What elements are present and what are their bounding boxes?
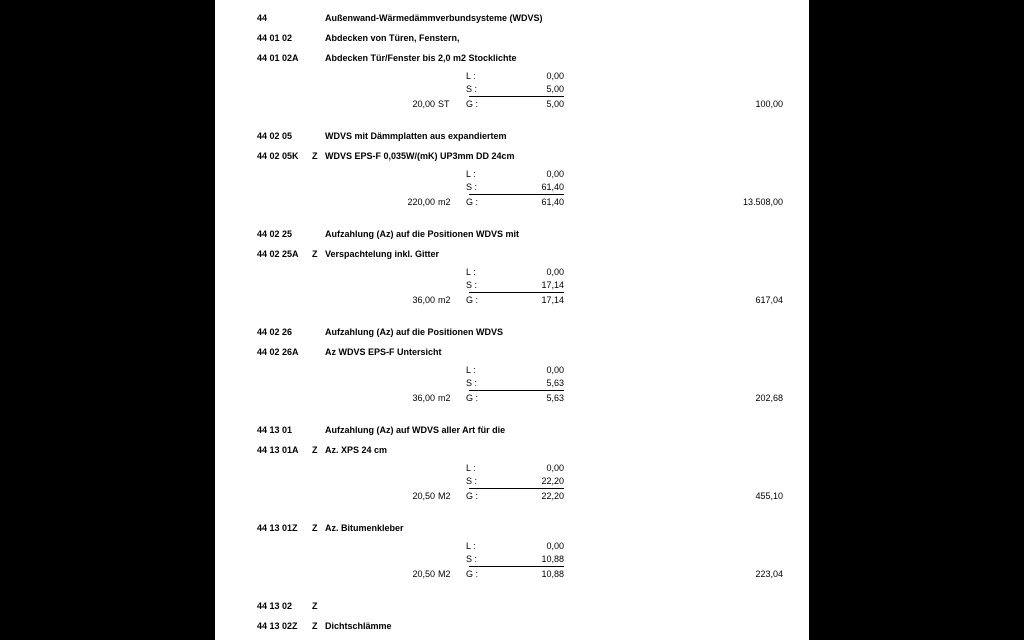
g-label: G : [466,197,479,207]
sum-rule [469,194,564,195]
unit: ST [438,99,450,109]
l-value: 0,00 [546,267,564,277]
l-value: 0,00 [546,463,564,473]
position-title: Abdecken Tür/Fenster bis 2,0 m2 Stocklichte [325,53,517,63]
s-value: 10,88 [541,554,564,564]
position-code: 44 02 05 [257,131,293,141]
position-code: 44 [257,13,268,23]
s-value: 5,00 [546,84,564,94]
l-value: 0,00 [546,541,564,551]
l-label: L : [466,267,476,277]
line-total: 617,04 [755,295,783,305]
position-code: 44 02 05K [257,151,299,161]
position-z-flag: Z [312,445,318,455]
l-value: 0,00 [546,71,564,81]
g-value: 5,63 [546,393,564,403]
sum-rule [469,96,564,97]
unit: M2 [438,491,451,501]
position-z-flag: Z [312,249,318,259]
unit: m2 [438,295,451,305]
unit: m2 [438,197,451,207]
line-total: 455,10 [755,491,783,501]
position-code: 44 13 02Z [257,621,298,631]
l-label: L : [466,365,476,375]
position-title: Verspachtelung inkl. Gitter [325,249,440,259]
s-label: S : [466,476,478,486]
g-value: 22,20 [541,491,564,501]
quantity: 36,00 [412,393,435,403]
s-label: S : [466,84,478,94]
position-code: 44 13 01Z [257,523,298,533]
quantity: 36,00 [412,295,435,305]
position-code: 44 02 25A [257,249,299,259]
l-value: 0,00 [546,169,564,179]
g-label: G : [466,99,479,109]
s-label: S : [466,554,478,564]
l-label: L : [466,541,476,551]
s-label: S : [466,378,478,388]
quantity: 20,50 [412,491,435,501]
sum-rule [469,488,564,489]
position-z-flag: Z [312,621,318,631]
position-title: Az WDVS EPS-F Untersicht [325,347,442,357]
l-label: L : [466,71,476,81]
position-title: Dichtschlämme [325,621,392,631]
position-code: 44 13 01A [257,445,299,455]
sum-rule [469,566,564,567]
document-page [215,0,809,640]
s-label: S : [466,280,478,290]
l-value: 0,00 [546,365,564,375]
s-value: 5,63 [546,378,564,388]
g-label: G : [466,393,479,403]
position-code: 44 02 25 [257,229,293,239]
position-code: 44 01 02 [257,33,293,43]
s-value: 17,14 [541,280,564,290]
g-label: G : [466,491,479,501]
s-value: 22,20 [541,476,564,486]
position-z-flag: Z [312,151,318,161]
unit: M2 [438,569,451,579]
position-code: 44 02 26A [257,347,299,357]
line-total: 202,68 [755,393,783,403]
position-z-flag: Z [312,601,318,611]
unit: m2 [438,393,451,403]
l-label: L : [466,463,476,473]
line-total: 13.508,00 [742,197,783,207]
position-code: 44 02 26 [257,327,293,337]
g-value: 61,40 [541,197,564,207]
position-title: Aufzahlung (Az) auf WDVS aller Art für die [325,425,506,435]
position-title: Außenwand-Wärmedämmverbundsysteme (WDVS) [325,13,543,23]
quantity: 220,00 [407,197,435,207]
position-title: WDVS mit Dämmplatten aus expandiertem [325,131,507,141]
quantity: 20,50 [412,569,435,579]
g-label: G : [466,569,479,579]
s-label: S : [466,182,478,192]
position-title: Abdecken von Türen, Fenstern, [325,33,460,43]
position-title: Aufzahlung (Az) auf die Positionen WDVS mit [325,229,519,239]
position-z-flag: Z [312,523,318,533]
position-code: 44 01 02A [257,53,299,63]
g-value: 10,88 [541,569,564,579]
line-total: 223,04 [755,569,783,579]
s-value: 61,40 [541,182,564,192]
position-title: Aufzahlung (Az) auf die Positionen WDVS [325,327,503,337]
l-label: L : [466,169,476,179]
position-code: 44 13 01 [257,425,293,435]
sum-rule [469,292,564,293]
position-title: Az. XPS 24 cm [325,445,388,455]
position-code: 44 13 02 [257,601,293,611]
g-value: 17,14 [541,295,564,305]
quantity: 20,00 [412,99,435,109]
position-title: WDVS EPS-F 0,035W/(mK) UP3mm DD 24cm [325,151,515,161]
g-value: 5,00 [546,99,564,109]
g-label: G : [466,295,479,305]
position-title: Az. Bitumenkleber [325,523,404,533]
line-total: 100,00 [755,99,783,109]
sum-rule [469,390,564,391]
